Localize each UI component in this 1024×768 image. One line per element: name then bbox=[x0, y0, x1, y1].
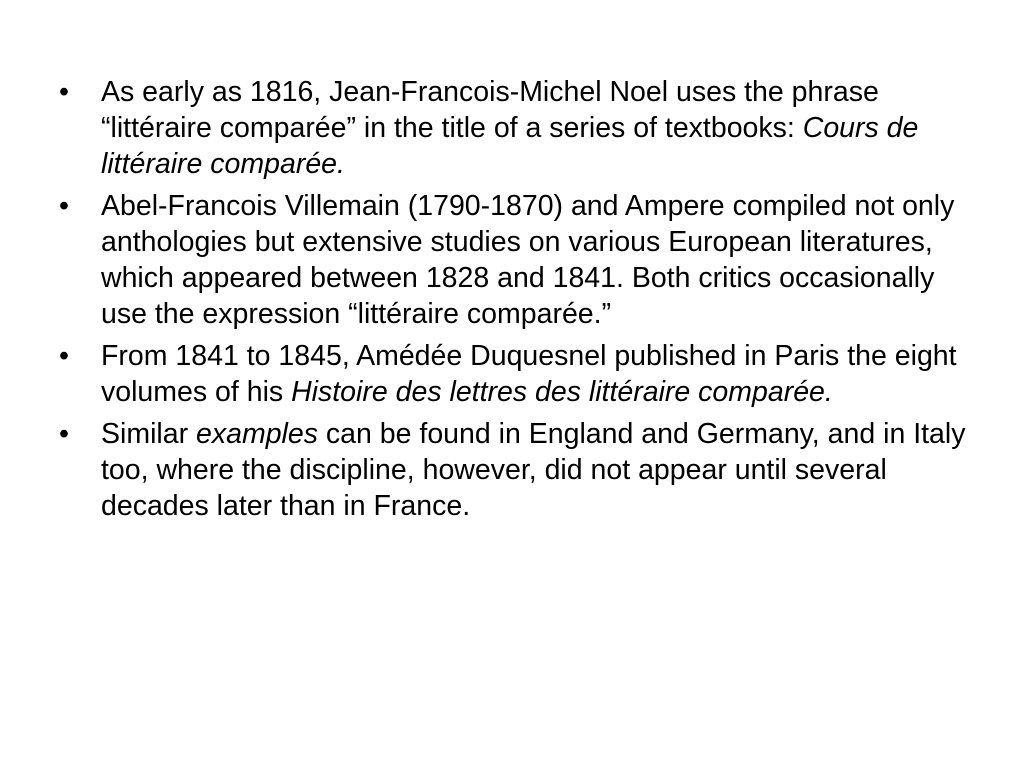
bullet-marker: • bbox=[59, 76, 69, 108]
bullet-item-noel bbox=[56, 74, 986, 182]
book-title-histoire: Histoire des lettres des littéraire comparée. bbox=[291, 376, 833, 408]
bullet-item-duquesnel bbox=[56, 338, 986, 410]
bullet-text-segment: Similar bbox=[101, 418, 197, 450]
bullet-text bbox=[101, 340, 957, 408]
emphasis-examples: examples bbox=[196, 418, 318, 450]
bullet-marker: • bbox=[59, 190, 69, 222]
bullet-item-villemain bbox=[56, 188, 986, 332]
bullet-text bbox=[101, 76, 918, 180]
bullet-text bbox=[101, 418, 965, 522]
bullet-marker: • bbox=[59, 340, 69, 372]
bullet-marker: • bbox=[59, 418, 69, 450]
bullet-text bbox=[101, 190, 954, 330]
bullet-list bbox=[56, 74, 986, 530]
bullet-text-segment: can be found in England and Germany, and in Italy too, where the discipline, however, did not appear until several decades later than in France. bbox=[101, 418, 966, 522]
bullet-text-segment: From 1841 to 1845, Amédée Duquesnel published in Paris the eight volumes of his bbox=[101, 340, 957, 408]
book-title-cours: Cours de littéraire comparée. bbox=[101, 112, 919, 180]
bullet-item-similar-examples bbox=[56, 416, 986, 524]
bullet-text-segment: As early as 1816, Jean-Francois-Michel Noel uses the phrase “littéraire comparée” in the title of a series of textbooks: bbox=[101, 76, 879, 144]
bullet-text-segment: Abel-Francois Villemain (1790-1870) and Ampere compiled not only anthologies but extensive studies on various European literatures, which appeared between 1828 and 1841. Both critics occasionally use the expression “littéraire comparée.” bbox=[101, 190, 955, 330]
